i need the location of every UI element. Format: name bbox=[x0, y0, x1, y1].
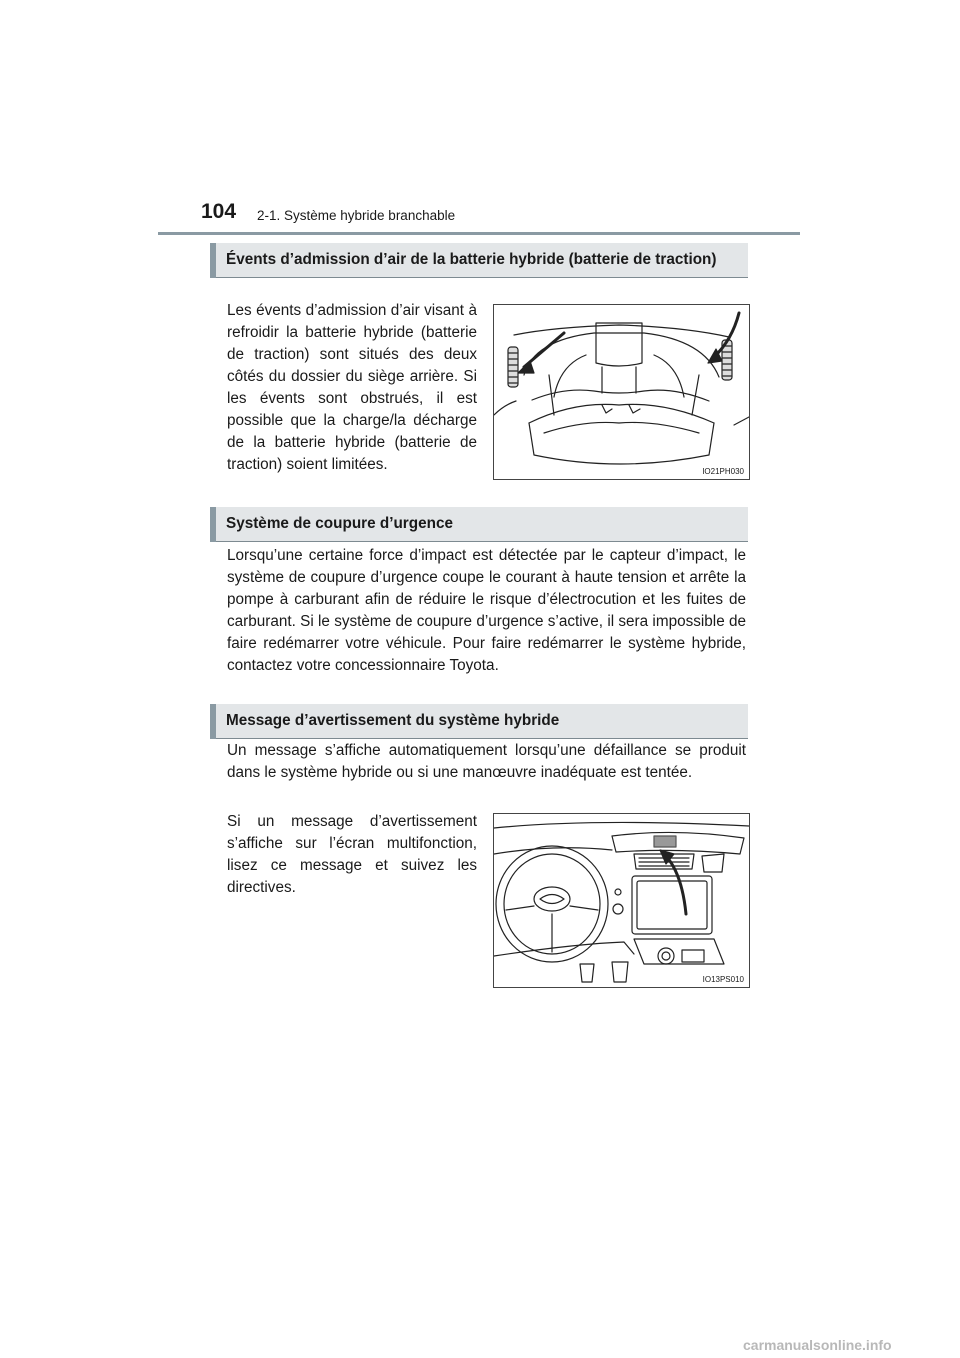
emergency-cutoff-paragraph: Lorsqu’une certaine force d’impact est détectée par le capteur d’impact, le système de coupure d’urgence coupe le courant à haute tension et arrête la pompe à carburant afin de réduire le risque d’électrocution et les fuites de carburant. Si le système de coupure d’urgence s’active, il sera impossible de faire redémarrer votre véhicule. Pour faire redémarrer le système hybride, contactez votre concessionnaire Toyota. bbox=[227, 547, 746, 674]
figure-dashboard-display bbox=[493, 813, 750, 988]
battery-vents-paragraph: Les évents d’admission d’air visant à refroidir la batterie hybride (batterie de traction) sont situés des deux côtés du dossier du siège arrière. Si les évents sont obstrués, il est possible que la charge/la décharge de la batterie hybride (batterie de traction) soient limitées. bbox=[227, 302, 477, 473]
figure-code: IO13PS010 bbox=[702, 975, 744, 984]
warning-instruction-paragraph: Si un message d’avertissement s’affiche sur l’écran multifonction, lisez ce message et suivez les directives. bbox=[227, 813, 477, 896]
header-rule bbox=[158, 232, 800, 235]
warning-message-paragraph: Un message s’affiche automatiquement lorsqu’une défaillance se produit dans le système hybride ou si une manœuvre inadéquate est tentée. bbox=[227, 742, 746, 781]
section-heading-emergency-cutoff: Système de coupure d’urgence bbox=[210, 507, 748, 542]
dashboard-illustration bbox=[494, 814, 749, 987]
page-number: 104 bbox=[201, 200, 237, 223]
figure-code: IO21PH030 bbox=[702, 467, 744, 476]
section-heading-battery-vents: Évents d’admission d’air de la batterie hybride (batterie de traction) bbox=[210, 243, 748, 278]
figure-rear-seat-vents bbox=[493, 304, 750, 480]
running-head: 2-1. Système hybride branchable bbox=[257, 208, 456, 223]
watermark: carmanualsonline.info bbox=[743, 1337, 892, 1353]
section-heading-warning-message: Message d’avertissement du système hybride bbox=[210, 704, 748, 739]
rear-seat-illustration bbox=[494, 305, 749, 479]
